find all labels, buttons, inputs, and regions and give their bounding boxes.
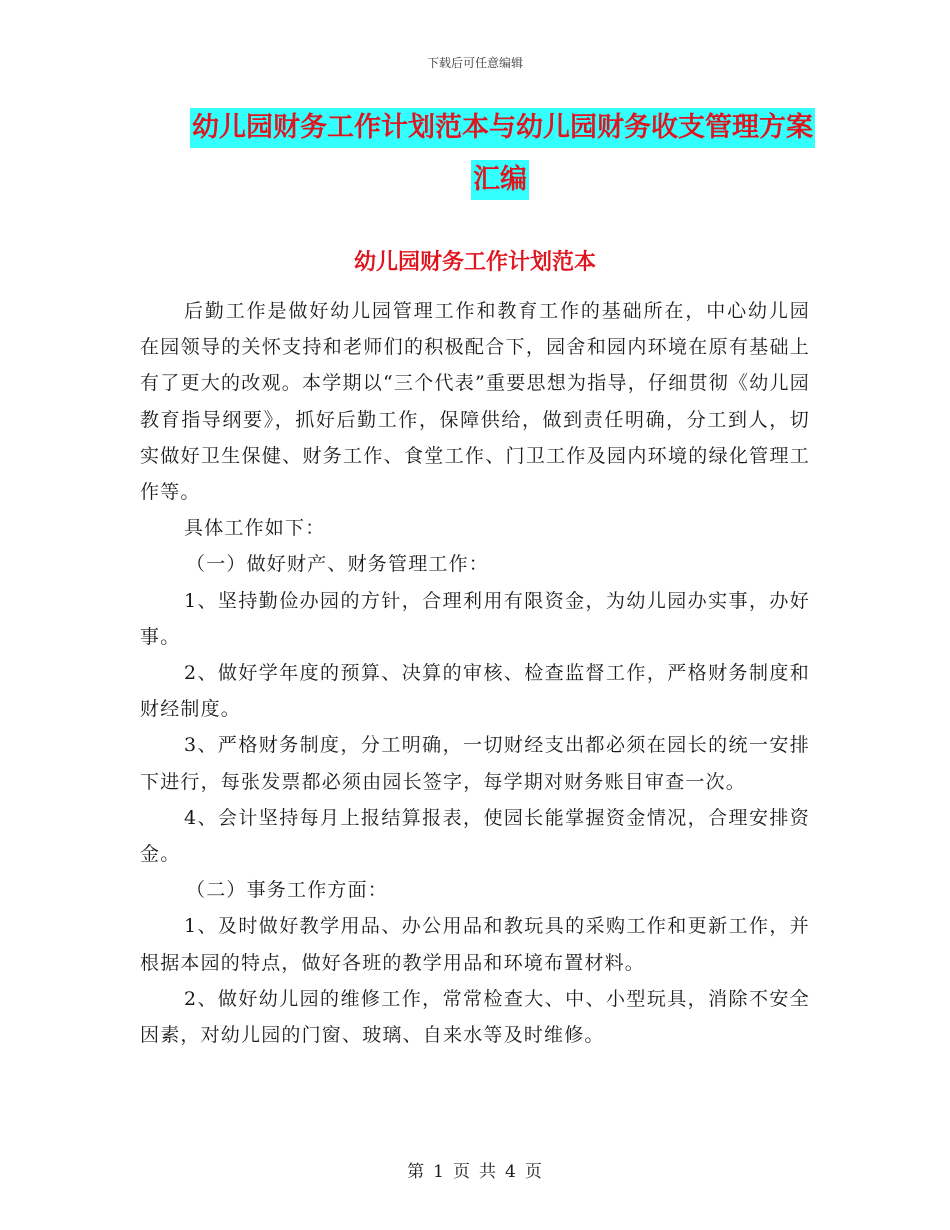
footer-suffix: 页: [524, 1162, 543, 1182]
paragraph: 后勤工作是做好幼儿园管理工作和教育工作的基础所在，中心幼儿园在园领导的关怀支持和老师们的积极配合下，园舍和园内环境在原有基础上有了更大的改观。本学期以“三个代表”重要思想为指导，仔细贯彻《幼儿园教育指导纲要》，抓好后勤工作，保障供给，做到责任明确，分工到人，切实做好卫生保健、财务工作、食堂工作、门卫工作及园内环境的绿化管理工作等。: [140, 300, 810, 504]
document-body: [140, 293, 810, 1053]
paragraph: 具体工作如下：: [184, 517, 326, 540]
page-total: 4: [505, 1162, 517, 1182]
footer-page-label: 页: [453, 1162, 471, 1182]
list-item: 1、及时做好教学用品、办公用品和教玩具的采购工作和更新工作，并根据本园的特点，做好各班的教学用品和环境布置材料。: [140, 915, 810, 974]
list-item: 1、坚持勤俭办园的方针，合理利用有限资金，为幼儿园办实事，办好事。: [140, 589, 810, 648]
footer-prefix: 第: [407, 1162, 426, 1182]
header-note: 下载后可任意编辑: [426, 56, 523, 70]
section-heading: （二）事务工作方面：: [186, 879, 389, 902]
section-title: 幼儿园财务工作计划范本: [353, 250, 596, 275]
document-title: [190, 108, 813, 200]
page-number: 1: [433, 1162, 445, 1182]
title-line-1: 幼儿园财务工作计划范本与幼儿园财务收支管理方案: [190, 108, 815, 148]
title-line-2: 汇编: [471, 160, 529, 200]
footer-total-label: 共: [479, 1162, 497, 1182]
page-footer: [0, 1157, 950, 1182]
list-item: 2、做好幼儿园的维修工作，常常检查大、中、小型玩具，消除不安全因素，对幼儿园的门窗、玻璃、自来水等及时维修。: [140, 987, 810, 1047]
list-item: 4、会计坚持每月上报结算报表，使园长能掌握资金情况，合理安排资金。: [140, 806, 810, 866]
list-item: 2、做好学年度的预算、决算的审核、检查监督工作，严格财务制度和财经制度。: [140, 662, 810, 721]
section-heading: （一）做好财产、财务管理工作：: [186, 553, 490, 576]
list-item: 3、严格财务制度，分工明确，一切财经支出都必须在园长的统一安排下进行，每张发票都必须由园长签字，每学期对财务账目审查一次。: [140, 734, 810, 793]
